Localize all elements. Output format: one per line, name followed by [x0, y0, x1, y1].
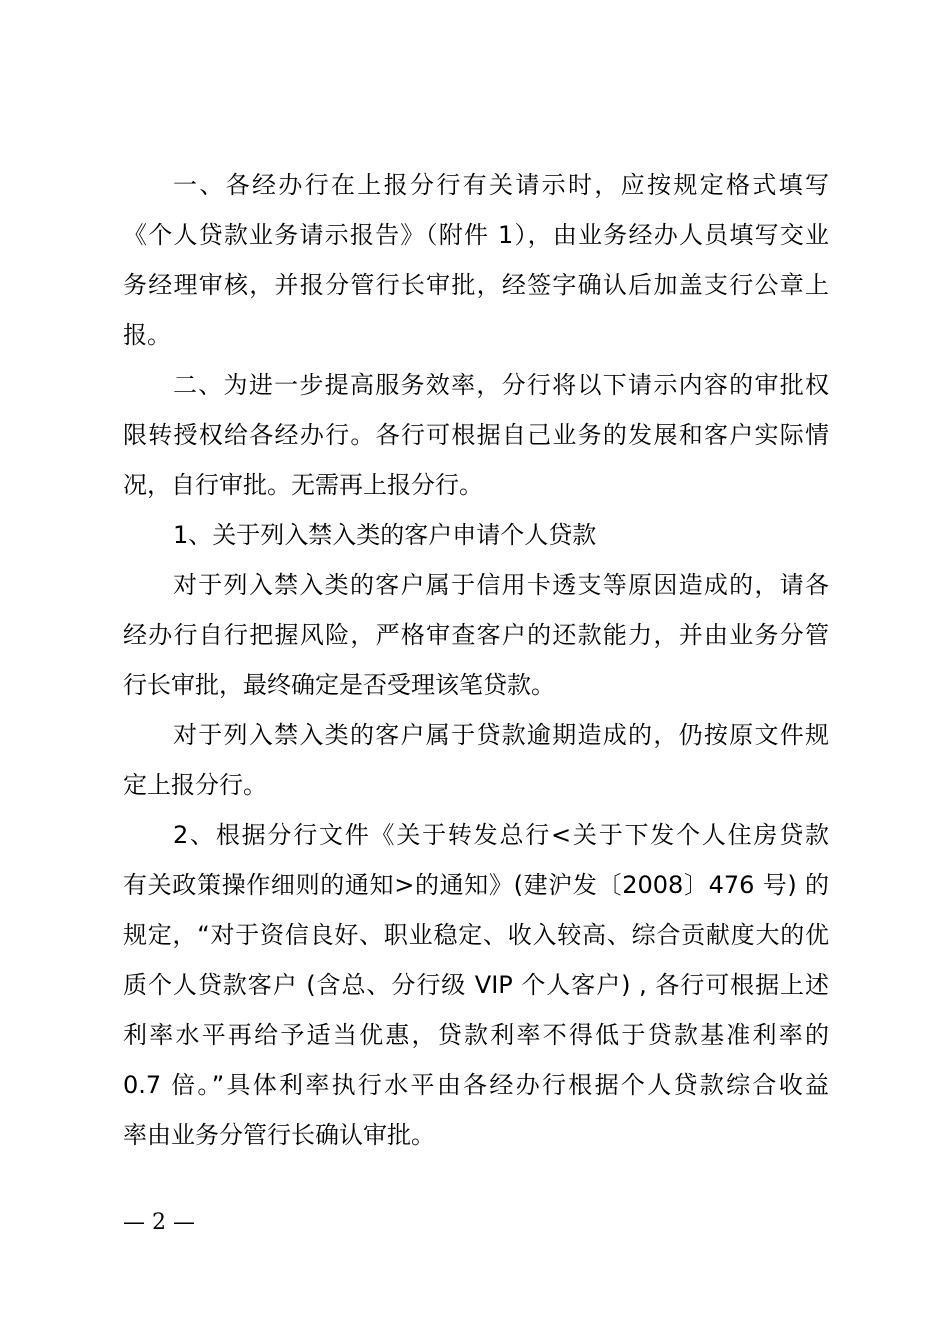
text-line: 经办行自行把握风险，严格审查客户的还款能力，并由业务分管 — [123, 621, 829, 649]
text-line: 对于列入禁入类的客户属于信用卡透支等原因造成的，请各 — [173, 571, 829, 599]
page-number: — 2 — — [123, 1210, 195, 1235]
text-line: 率由业务分管行长确认审批。 — [123, 1121, 435, 1149]
text-line: 报。 — [123, 321, 171, 349]
text-line: 《个人贷款业务请示报告》（附件 1），由业务经办人员填写交业 — [123, 221, 829, 249]
document-body — [123, 160, 829, 1160]
text-line: 定上报分行。 — [123, 771, 267, 799]
paragraph — [123, 710, 829, 810]
text-line: 有关政策操作细则的通知>的通知》(建沪发〔2008〕476 号) 的 — [123, 871, 829, 899]
text-line: 1、关于列入禁入类的客户申请个人贷款 — [173, 521, 597, 549]
text-line: 二、为进一步提高服务效率，分行将以下请示内容的审批权 — [173, 371, 829, 399]
text-line: 质个人贷款客户 (含总、分行级 VIP 个人客户) , 各行可根据上述 — [123, 971, 829, 999]
paragraph-heading — [123, 510, 829, 560]
text-line: 利率水平再给予适当优惠，贷款利率不得低于贷款基准利率的 — [123, 1021, 829, 1049]
text-line: 行长审批，最终确定是否受理该笔贷款。 — [123, 671, 555, 699]
text-line: 限转授权给各经办行。各行可根据自己业务的发展和客户实际情 — [123, 421, 829, 449]
text-line: 0.7 倍。”具体利率执行水平由各经办行根据个人贷款综合收益 — [123, 1071, 829, 1099]
text-line: 一、各经办行在上报分行有关请示时，应按规定格式填写 — [173, 171, 829, 199]
paragraph — [123, 810, 829, 1160]
text-line: 务经理审核，并报分管行长审批，经签字确认后加盖支行公章上 — [123, 271, 829, 299]
paragraph — [123, 560, 829, 710]
text-line: 规定，“对于资信良好、职业稳定、收入较高、综合贡献度大的优 — [123, 921, 829, 949]
paragraph — [123, 360, 829, 510]
text-line: 况，自行审批。无需再上报分行。 — [123, 471, 483, 499]
text-line: 2、根据分行文件《关于转发总行<关于下发个人住房贷款 — [173, 821, 829, 849]
text-line: 对于列入禁入类的客户属于贷款逾期造成的，仍按原文件规 — [173, 721, 829, 749]
paragraph — [123, 160, 829, 360]
